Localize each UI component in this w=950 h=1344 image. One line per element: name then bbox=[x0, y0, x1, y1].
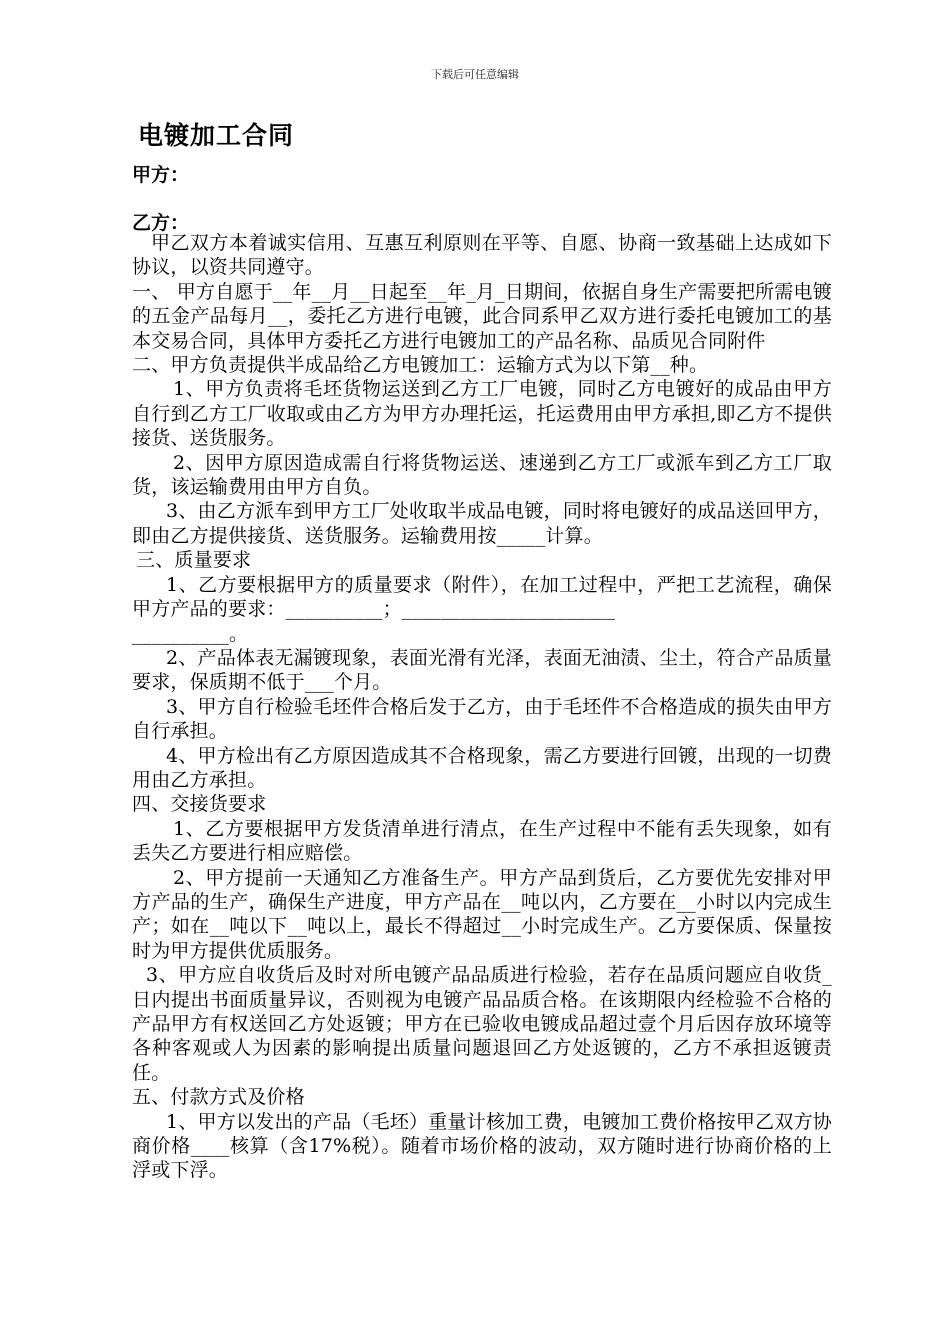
clause-4-heading: 四、交接货要求 bbox=[132, 793, 267, 816]
intro-paragraph: 甲乙双方本着诚实信用、互惠互利原则在平等、自愿、协商一致基础上达成如下协议，以资共同遵守。 bbox=[132, 232, 832, 279]
clause-5-heading: 五、付款方式及价格 bbox=[132, 1086, 305, 1109]
clause-3-item-1-end: __________。 bbox=[132, 622, 249, 645]
document-title: 电镀加工合同 bbox=[138, 121, 295, 150]
clause-4-item-1: 1、乙方要根据甲方发货清单进行清点，在生产过程中不能有丢失现象，如有丢失乙方要进行相应赔偿。 bbox=[132, 817, 832, 865]
clause-3-item-4: 4、甲方检出有乙方原因造成其不合格现象，需乙方要进行回镀，出现的一切费用由乙方承担。 bbox=[132, 744, 832, 791]
clause-3-item-3: 3、甲方自行检验毛坯件合格后发于乙方，由于毛坯件不合格造成的损失由甲方自行承担。 bbox=[132, 695, 832, 743]
clause-3-heading: 三、质量要求 bbox=[136, 549, 252, 572]
clause-2-item-1: 1、甲方负责将毛坯货物运送到乙方工厂电镀，同时乙方电镀好的成品由甲方自行到乙方工厂收取或由乙方为甲方办理托运，托运费用由甲方承担,即乙方不提供接货、送货服务。 bbox=[132, 378, 832, 450]
clause-2-item-2: 2、因甲方原因造成需自行将货物运送、速递到乙方工厂或派车到乙方工厂取货，该运输费用由甲方自负。 bbox=[132, 451, 832, 499]
clause-3-item-1: 1、乙方要根据甲方的质量要求（附件），在加工过程中，严把工艺流程，确保甲方产品的要求：__________；______________________ bbox=[132, 573, 832, 621]
contract-body bbox=[132, 231, 832, 1183]
clause-5-item-1: 1、甲方以发出的产品（毛坯）重量计核加工费，电镀加工费价格按甲乙双方协商价格____核算（含17%税）。随着市场价格的波动，双方随时进行协商价格的上浮或下浮。 bbox=[132, 1110, 832, 1182]
clause-2-heading: 二、甲方负责提供半成品给乙方电镀加工：运输方式为以下第__种。 bbox=[132, 354, 709, 377]
page-header: 下载后可任意编辑 bbox=[431, 68, 519, 81]
clause-4-item-3: 3、甲方应自收货后及时对所电镀产品品质进行检验，若存在品质问题应自收货_日内提出书面质量异议，否则视为电镀产品品质合格。在该期限内经检验不合格的产品甲方有权送回乙方处返镀；甲方在已验收电镀成品超过壹个月后因存放环境等各种客观或人为因素的影响提出质量问题退回乙方处返镀的，乙方不承担返镀责任。 bbox=[132, 964, 832, 1084]
clause-3-item-2: 2、产品体表无漏镀现象，表面光滑有光泽，表面无油渍、尘土，符合产品质量要求，保质期不低于___个月。 bbox=[132, 646, 832, 694]
clause-2-item-3: 3、由乙方派车到甲方工厂处收取半成品电镀，同时将电镀好的成品送回甲方，即由乙方提供接货、送货服务。运输费用按_____计算。 bbox=[132, 500, 832, 547]
clause-4-item-2: 2、甲方提前一天通知乙方准备生产。甲方产品到货后，乙方要优先安排对甲方产品的生产，确保生产进度，甲方产品在__吨以内，乙方要在__小时以内完成生产；如在__吨以下__吨以上，最长不得超过__小时完成生产。乙方要保质、保量按时为甲方提供优质服务。 bbox=[132, 866, 832, 962]
party-a-label: 甲方： bbox=[132, 164, 190, 186]
clause-1: 一、 甲方自愿于__年__月__日起至__年_月_日期间，依据自身生产需要把所需电镀的五金产品每月__，委托乙方进行电镀，此合同系甲乙双方进行委托电镀加工的基本交易合同，具体甲方委托乙方进行电镀加工的产品名称、品质见合同附件 bbox=[132, 280, 832, 352]
party-b-label: 乙方： bbox=[132, 212, 190, 234]
